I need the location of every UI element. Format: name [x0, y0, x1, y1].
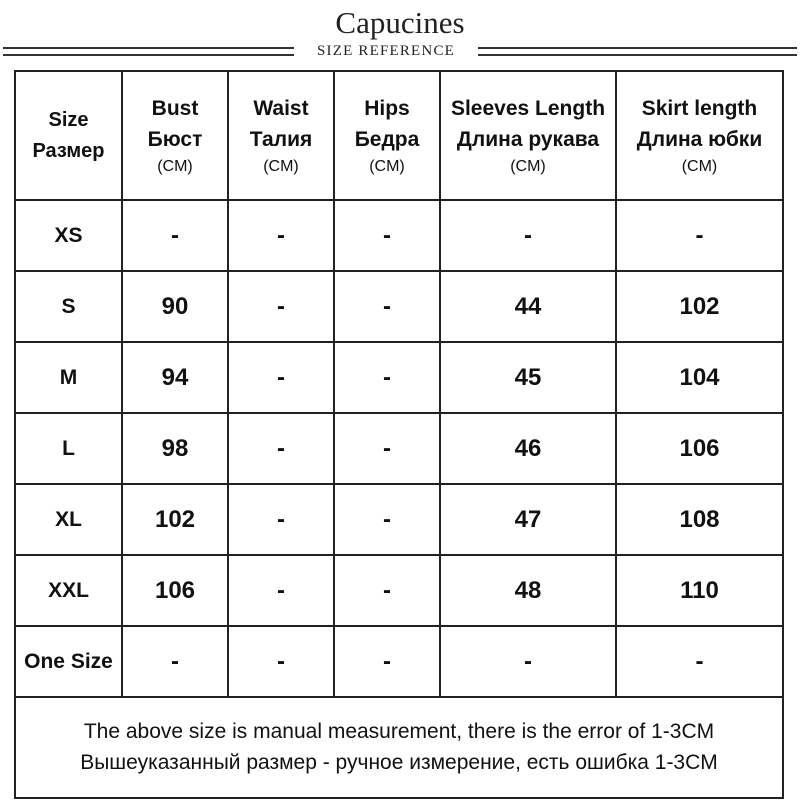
header-unit: (CM)	[263, 158, 299, 175]
header-label-en: Waist	[253, 97, 309, 120]
divider-right	[478, 47, 797, 56]
size-reference-subtitle: SIZE REFERENCE	[316, 43, 456, 59]
header-bust	[122, 72, 228, 200]
measurement-cell: -	[228, 626, 334, 697]
header-label-en: Hips	[364, 97, 410, 120]
measurement-cell: -	[334, 271, 440, 342]
header-label-ru: Длина рукава	[456, 128, 600, 151]
header-hips	[334, 72, 440, 200]
header-unit: (CM)	[510, 158, 546, 175]
table-row	[16, 555, 782, 626]
table-row	[16, 271, 782, 342]
measurement-cell: -	[228, 200, 334, 271]
measurement-cell: 106	[122, 555, 228, 626]
measurement-cell: 98	[122, 413, 228, 484]
measurement-cell: -	[228, 342, 334, 413]
header-waist	[228, 72, 334, 200]
measurement-cell: -	[228, 413, 334, 484]
size-table	[16, 72, 782, 698]
measurement-cell: 104	[616, 342, 782, 413]
measurement-cell: -	[616, 626, 782, 697]
header-label-ru: Талия	[249, 128, 313, 151]
header-label-en: Size	[48, 108, 89, 131]
measurement-cell: -	[228, 555, 334, 626]
size-rows	[16, 200, 782, 697]
measurement-cell: 108	[616, 484, 782, 555]
header-unit: (CM)	[681, 158, 718, 175]
header-label-ru: Бюст	[147, 128, 203, 151]
measurement-cell: -	[440, 200, 616, 271]
measurement-cell: -	[334, 484, 440, 555]
measurement-cell: 110	[616, 555, 782, 626]
measurement-cell: -	[334, 200, 440, 271]
size-label-cell: XXL	[16, 555, 122, 626]
size-label-cell: M	[16, 342, 122, 413]
measurement-cell: -	[228, 484, 334, 555]
note-russian: Вышеуказанный размер - ручное измерение, есть ошибка 1-3CM	[80, 751, 718, 774]
measurement-cell: -	[334, 626, 440, 697]
measurement-cell: 106	[616, 413, 782, 484]
table-row	[16, 413, 782, 484]
measurement-cell: -	[334, 555, 440, 626]
size-label-cell: L	[16, 413, 122, 484]
brand-title: Capucines	[335, 5, 465, 40]
subtitle-row	[0, 41, 800, 61]
measurement-cell: 102	[122, 484, 228, 555]
header-label-ru: Бедра	[354, 128, 420, 151]
measurement-cell: -	[122, 200, 228, 271]
measurement-cell: 47	[440, 484, 616, 555]
table-row	[16, 484, 782, 555]
measurement-cell: 48	[440, 555, 616, 626]
measurement-cell: 90	[122, 271, 228, 342]
measurement-cell: 46	[440, 413, 616, 484]
measurement-cell: 94	[122, 342, 228, 413]
header-label-en: Skirt length	[641, 97, 758, 120]
table-row	[16, 200, 782, 271]
size-label-cell: S	[16, 271, 122, 342]
measurement-cell: -	[228, 271, 334, 342]
measurement-cell: -	[334, 342, 440, 413]
measurement-cell: -	[440, 626, 616, 697]
note-english: The above size is manual measurement, there is the error of 1-3CM	[83, 720, 715, 743]
table-header-row	[16, 72, 782, 200]
header-label-en: Bust	[151, 97, 199, 120]
header-label-en: Sleeves Length	[450, 97, 606, 120]
header-label-ru: Длина юбки	[636, 128, 763, 151]
header-label-ru: Размер	[32, 139, 105, 162]
header-sleeves-length	[440, 72, 616, 200]
measurement-cell: 45	[440, 342, 616, 413]
measurement-cell: -	[122, 626, 228, 697]
header-unit: (CM)	[157, 158, 193, 175]
size-chart	[14, 70, 784, 799]
table-row	[16, 342, 782, 413]
header-unit: (CM)	[369, 158, 405, 175]
size-label-cell: XL	[16, 484, 122, 555]
size-label-cell: One Size	[16, 626, 122, 697]
divider-left	[3, 47, 294, 56]
measurement-cell: -	[616, 200, 782, 271]
header-size	[16, 72, 122, 200]
size-label-cell: XS	[16, 200, 122, 271]
table-row	[16, 626, 782, 697]
measurement-note	[16, 698, 782, 797]
measurement-cell: 102	[616, 271, 782, 342]
header-skirt-length	[616, 72, 782, 200]
measurement-cell: -	[334, 413, 440, 484]
measurement-cell: 44	[440, 271, 616, 342]
